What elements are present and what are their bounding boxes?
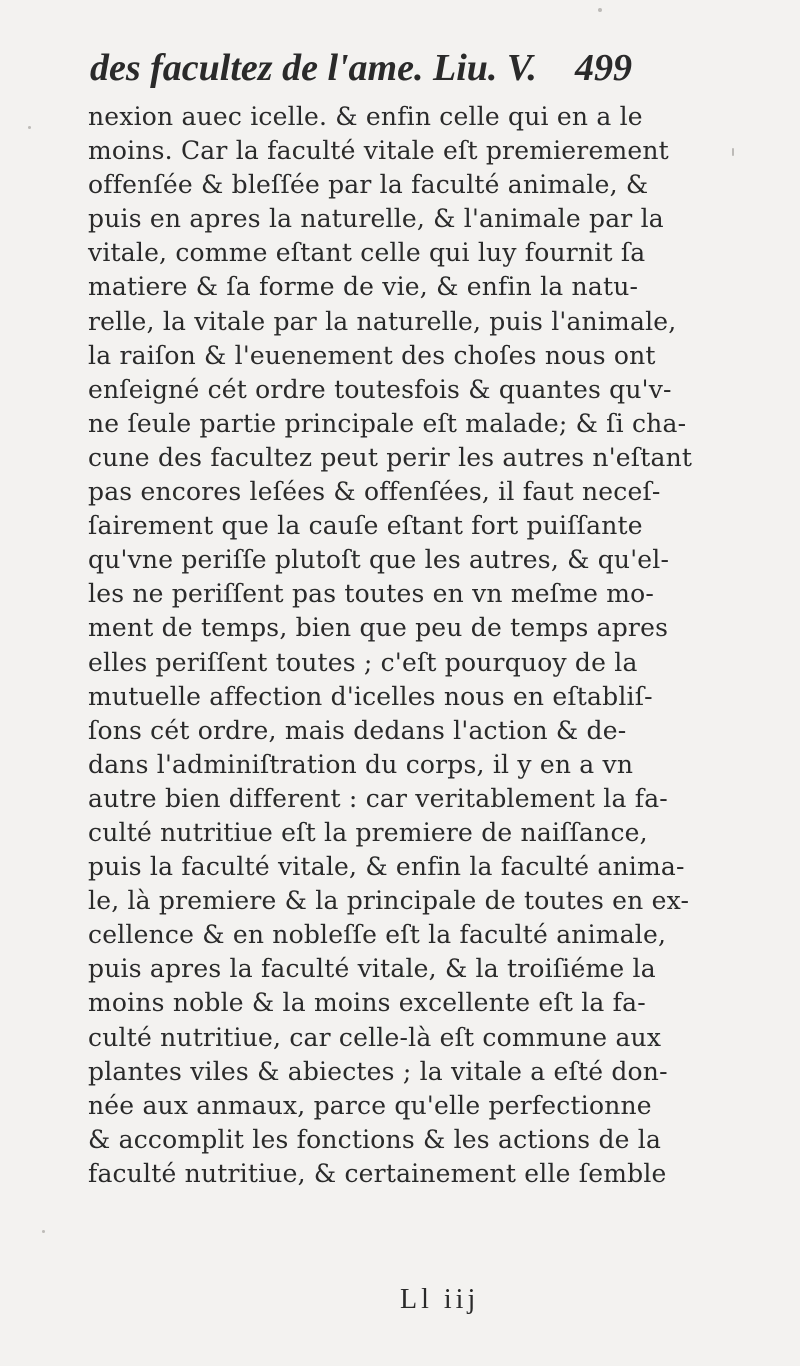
text-line: offenſée & bleſſée par la faculté animale, & (88, 170, 649, 200)
text-line: culté nutritiue, car celle-là eſt commune aux (88, 1022, 662, 1052)
text-line: plantes viles & abiectes ; la vitale a eſté don- (88, 1056, 668, 1086)
text-line: pas encores leſées & offenſées, il faut neceſ- (88, 477, 661, 507)
text-line: culté nutritiue eſt la premiere de naiſſance, (88, 817, 648, 847)
text-line: relle, la vitale par la naturelle, puis l'animale, (88, 306, 677, 336)
text-line: ment de temps, bien que peu de temps apres (88, 613, 669, 643)
text-line: née aux anmaux, parce qu'elle perfectionne (88, 1090, 652, 1120)
text-line: ſairement que la cauſe eſtant fort puiſſante (88, 511, 643, 541)
text-line: puis en apres la naturelle, & l'animale par la (88, 204, 664, 234)
text-line: mutuelle affection d'icelles nous en eſtabliſ- (88, 681, 653, 711)
paper-speck (42, 1230, 45, 1233)
paper-speck (732, 148, 734, 156)
signature-mark: Ll iij (400, 1284, 480, 1315)
running-head-title: des facultez de l'ame. Liu. V. (90, 47, 537, 89)
text-line: autre bien different : car veritablement la fa- (88, 783, 668, 813)
running-head (90, 46, 690, 96)
text-line: les ne periſſent pas toutes en vn meſme mo- (88, 579, 655, 609)
text-line: ſons cét ordre, mais dedans l'action & de- (88, 715, 627, 745)
text-line: ne ſeule partie principale eſt malade; & ſi cha- (88, 408, 687, 438)
text-line: cellence & en nobleſſe eſt la faculté animale, (88, 920, 667, 950)
text-line: cune des facultez peut perir les autres n'eſtant (88, 442, 693, 472)
text-line: la raiſon & l'euenement des choſes nous ont (88, 340, 656, 370)
text-line: nexion auec icelle. & enfin celle qui en a le (88, 102, 643, 131)
text-line: puis la faculté vitale, & enfin la faculté anima- (88, 852, 685, 882)
text-line: moins. Car la faculté vitale eſt premierement (88, 136, 669, 166)
page-number: 499 (575, 47, 632, 89)
text-line: le, là premiere & la principale de toutes en ex- (88, 886, 690, 916)
text-line: elles periſſent toutes ; c'eſt pourquoy de la (88, 647, 638, 677)
text-line: matiere & ſa forme de vie, & enfin la natu- (88, 272, 639, 302)
body-text (88, 100, 728, 1191)
text-line: dans l'adminiſtration du corps, il y en a vn (88, 749, 634, 779)
text-line: enſeigné cét ordre toutesfois & quantes qu'v- (88, 374, 672, 404)
text-line: faculté nutritiue, & certainement elle ſemble (88, 1158, 667, 1188)
paper-speck (28, 126, 31, 129)
text-line: vitale, comme eſtant celle qui luy fournit ſa (88, 238, 646, 268)
text-line: puis apres la faculté vitale, & la troiſiéme la (88, 954, 656, 984)
text-line: qu'vne periſſe plutoſt que les autres, & qu'el- (88, 545, 670, 575)
text-line: moins noble & la moins excellente eſt la fa- (88, 988, 646, 1018)
paper-speck (598, 8, 602, 12)
text-line: & accomplit les fonctions & les actions de la (88, 1124, 662, 1154)
